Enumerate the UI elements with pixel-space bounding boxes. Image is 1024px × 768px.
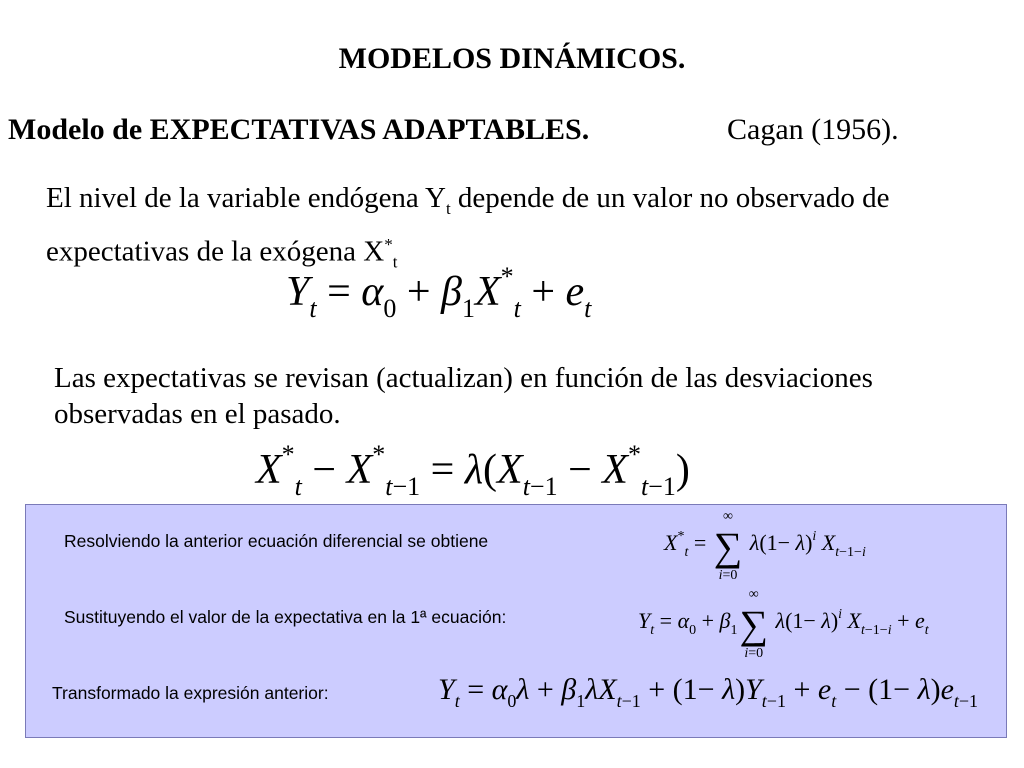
paragraph-endogenous bbox=[46, 180, 946, 280]
paragraph-text-b: depende de un valor no observado de expectativas de la exógena X bbox=[46, 182, 890, 268]
author-citation: Cagan (1956). bbox=[727, 113, 899, 146]
summation-symbol: ∞ ∑ i=0 bbox=[713, 509, 743, 583]
model-subtitle: Modelo de EXPECTATIVAS ADAPTABLES. bbox=[8, 113, 590, 146]
equation-main-model: $Y_t = \alpha_0 + \beta_1X^*_t + e_t$ bbox=[286, 262, 592, 323]
paragraph-text-a: El nivel de la variable endógena Y bbox=[46, 182, 446, 214]
equation-transformed: $Y_t = \alpha_0\lambda + \beta_1\lambda X_{t-1} + (1- \lambda)Y_{t-1} + e_t - (1- \lambda)e_{t-1}$ bbox=[438, 673, 979, 711]
paragraph-expectations: Las expectativas se revisan (actualizan) en función de las desviaciones observadas en el pasado. bbox=[54, 362, 873, 430]
summation-symbol: ∞ ∑ i=0 bbox=[739, 587, 769, 661]
note-transforming: Transformado la expresión anterior: bbox=[52, 683, 329, 703]
page-title: MODELOS DINÁMICOS. bbox=[338, 42, 686, 75]
equation-adaptive-expectations: $X^*_t - X^*_{t-1} = \lambda(X_{t-1} - X^*_{t-1})$ bbox=[256, 440, 690, 501]
paragraph-sub-b: t bbox=[392, 252, 398, 272]
paragraph-sub-a: t bbox=[445, 198, 451, 218]
equation-substitution: $Y_t = \alpha_0 + \beta_1$ ∞ ∑ i=0 $\lambda(1- \lambda)^i$ $X_{t-1-i} + e_t$ bbox=[638, 587, 929, 661]
equation-solution: $X^*_t$ = ∞ ∑ i=0 $\lambda(1- \lambda)^i$ $X_{t-1-i}$ bbox=[664, 509, 866, 583]
note-solving: Resolviendo la anterior ecuación diferencial se obtiene bbox=[64, 531, 489, 551]
paragraph-sup-b: * bbox=[384, 234, 393, 254]
note-substituting: Sustituyendo el valor de la expectativa en la 1ª ecuación: bbox=[64, 607, 507, 627]
derivation-box bbox=[25, 504, 1007, 738]
